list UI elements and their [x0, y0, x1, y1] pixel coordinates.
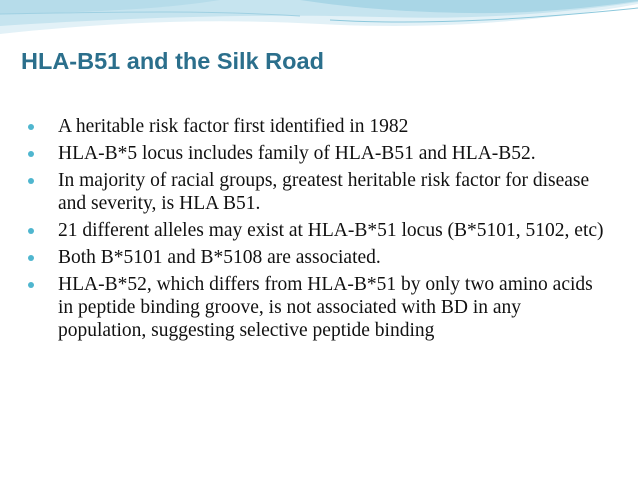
bullet-dot-icon	[28, 124, 34, 130]
bullet-item	[26, 246, 611, 269]
bullet-dot-icon	[28, 282, 34, 288]
bullet-dot-icon	[28, 178, 34, 184]
bullet-item	[26, 169, 611, 215]
bullet-text: HLA-B*52, which differs from HLA-B*51 by only two amino acids in peptide binding groove, is not associated with BD in any population, suggesting selective peptide binding	[58, 274, 593, 341]
bullet-dot-icon	[28, 255, 34, 261]
bullet-text: HLA-B*5 locus includes family of HLA-B51 and HLA-B52.	[58, 143, 536, 164]
bullet-text: 21 different alleles may exist at HLA-B*51 locus (B*5101, 5102, etc)	[58, 220, 604, 241]
bullet-text: Both B*5101 and B*5108 are associated.	[58, 247, 381, 268]
bullet-text: In majority of racial groups, greatest heritable risk factor for disease and severity, is HLA B51.	[58, 170, 590, 214]
bullet-text: A heritable risk factor first identified in 1982	[58, 116, 409, 137]
header-wave-decoration	[0, 0, 638, 40]
bullet-item	[26, 273, 611, 342]
bullet-item	[26, 219, 611, 242]
bullet-item	[26, 142, 611, 165]
bullet-dot-icon	[28, 228, 34, 234]
bullet-list	[26, 115, 611, 346]
bullet-item	[26, 115, 611, 138]
slide-title: HLA-B51 and the Silk Road	[21, 48, 324, 74]
bullet-dot-icon	[28, 151, 34, 157]
